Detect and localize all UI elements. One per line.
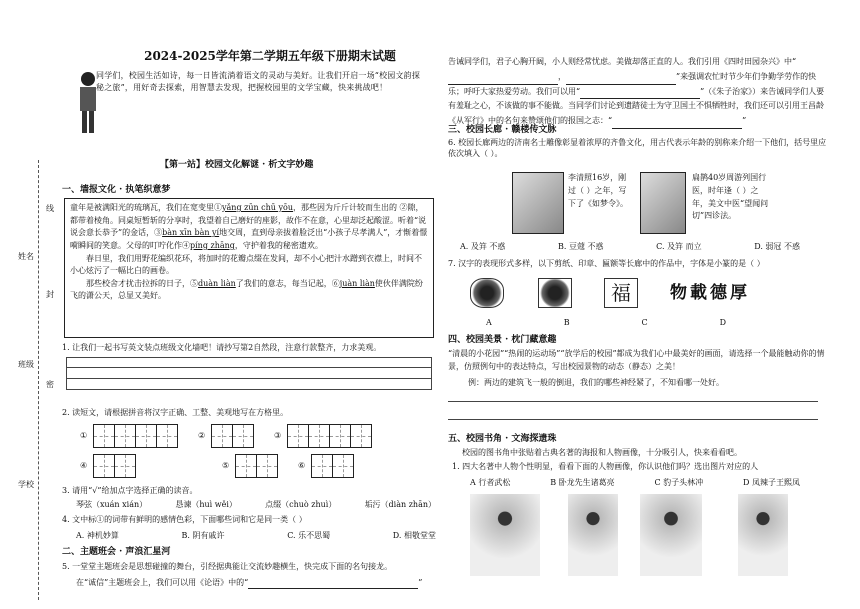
r-text: ”来强调农忙时节少年们争勤学劳作的快乐；呼吁大家热爱劳动。我们可以用“ <box>448 71 817 96</box>
passage-text: 那些校舍才扰击拉拆的日子，⑤ <box>86 278 198 288</box>
q4-options[interactable] <box>76 531 436 542</box>
section5-heading: 五、校园书角 · 文海探遗珠 <box>448 434 557 444</box>
passage-text: 童年是被满阳光的琉璃瓦，我们在宽变里① <box>70 203 222 212</box>
q4-option[interactable]: C. 乐不思蜀 <box>287 531 331 540</box>
question-4: 4. 文中标①的词带有鲜明的感情色彩，下面哪些词和它是同一类（ ） <box>62 515 307 524</box>
q7-option[interactable]: C <box>641 318 648 327</box>
q3-items[interactable] <box>76 500 436 511</box>
grid-row-2[interactable] <box>80 454 354 478</box>
li-qingzhao-portrait <box>512 172 564 234</box>
writing-lines[interactable] <box>66 357 432 390</box>
grid-row-1[interactable] <box>80 424 372 448</box>
q4-option[interactable]: D. 相敬堂堂 <box>392 531 436 540</box>
mark: ③ <box>274 430 282 440</box>
blank[interactable] <box>566 84 676 85</box>
q6-options[interactable] <box>460 242 800 253</box>
mark: ② <box>198 430 206 440</box>
q5-text: 在“诚信”主题班会上，我们可以用《论语》中的“ <box>76 578 249 587</box>
question-9: 1. 四大名著中人物个性明显，看看下面的人物画像，你认识他们吗？选出图片对应的人 <box>452 462 759 471</box>
q9-option[interactable]: D 凤辣子王熙凤 <box>743 478 800 487</box>
answer-line[interactable] <box>448 401 818 402</box>
q7-letters[interactable] <box>486 318 726 329</box>
passage-text: 地交周，直到母亲拔着脸泛出“小孩子尽孝满人”，才惭着憬嗬瞬间的笑意。父母的叮咛化作④ <box>70 228 428 250</box>
pinyin-6: juàn liàn <box>339 278 375 288</box>
q6-option[interactable]: B. 豆蔻 不惑 <box>558 242 604 251</box>
q3-option[interactable]: 点缀（chuò zhuì） <box>265 500 337 509</box>
q5-blank[interactable] <box>248 588 418 589</box>
sidebar <box>6 180 54 600</box>
passage-box <box>64 198 434 338</box>
section1-heading: 一、墙报文化 · 执笔织意梦 <box>62 185 171 195</box>
passage-text: ，那些因为斤斤计较而生出的 ② <box>292 203 408 212</box>
q9-option[interactable]: A 行者武松 <box>470 478 511 487</box>
calligraphy-text: 物載德厚 <box>670 283 750 303</box>
q3-option[interactable]: 垢污（diàn zhān） <box>364 500 436 509</box>
mark: ⑤ <box>222 460 230 470</box>
r-text: ”（《朱子治家》）来告诫同学们人要有羞耻之心，不该做的事不能做。当同学们讨论到遗踏徒士为守卫国土不惧牺牲时，我们还可以引用王昌龄《从军行》中的名句来赞颂他们的报国之志：“ <box>448 86 825 126</box>
question-5: 5. 一堂堂主题班会是思想碰撞的舞台，引经据典能让交流妙趣横生，快完成下面的名句接龙。 <box>62 562 393 571</box>
seal-mark-2: 封 <box>46 290 54 299</box>
wusong-figure <box>470 494 540 576</box>
mark: ① <box>80 430 88 440</box>
blank[interactable] <box>612 128 742 129</box>
q7-option[interactable]: D <box>719 318 726 327</box>
q3-option[interactable]: 琴弦（xuán xián） <box>76 500 148 509</box>
answer-line[interactable] <box>448 419 818 420</box>
passage-para-2: 春日里，我们用野花编织花环，将加时的花瓣点缀在发间，却不小心把汁水蹭到衣襟上，时间不小心炫污了一幅比白的画卷。 <box>70 253 422 276</box>
question-1: 1. 让我们一起书写英文装点班级文化墙吧！请抄写第2自然段，注意行款整齐，力求美观。 <box>62 343 382 352</box>
bian-que-portrait <box>640 172 686 234</box>
q6-option[interactable]: D. 弱冠 不惑 <box>754 242 800 251</box>
question-3: 3. 请用“√”给加点字选择正确的读音。 <box>62 486 198 495</box>
intro-text: 同学们，校园生活如诗，每一日皆流淌着语文的灵动与美好。让我们开启一场“校园文韵探秘之旅”，用好奇去探索，用智慧去发现，把握校园里的文学宝藏，快来挑战吧！ <box>96 71 421 93</box>
name-label: 姓名 <box>18 252 34 261</box>
papercut-image <box>470 278 504 308</box>
mark: ⑥ <box>298 460 306 470</box>
seal-mark-3: 密 <box>46 380 54 389</box>
passage-text: 使伙伴满院纷飞的潇公天，总显又美好。 <box>70 278 423 301</box>
station-title: 【第一站】校园文化解谜 · 析文字妙趣 <box>160 160 314 170</box>
section3-heading: 三、校园长廊 · 赣楼传文脉 <box>448 125 557 135</box>
blank[interactable] <box>580 98 700 99</box>
r-text: 告诫同学们，君子心胸开阔，小人则经常忧虑。美做却落正直的人。我们引用《四时田园杂兴》中“ <box>448 57 797 66</box>
q6-caption-2: 扁鹊40岁周游列国行医，时年逢（ ）之年，美文中医“望闻问切”四诊法。 <box>692 173 769 221</box>
q6-option[interactable]: A. 及笄 不惑 <box>460 242 506 251</box>
section5-intro: 校园的图书角中张贴着古典名著的海报和人物画像，十分吸引人，快来看看吧。 <box>462 448 742 457</box>
passage-text: 了我们的意志，每当记起，⑥ <box>235 278 340 288</box>
passage-text: ，守护着我的秘密遗欢。 <box>234 240 323 250</box>
wang-xifeng-figure <box>738 494 788 576</box>
plaque-image: 福 <box>604 278 638 308</box>
q7-option[interactable]: B <box>563 318 570 327</box>
section4-heading: 四、校园美景 · 枕门藏意趣 <box>448 335 557 345</box>
question-6: 6. 校园长廊两边的济南名士雕像彰显着浓厚的齐鲁文化，用古代表示年龄的别称来介绍一下他们，括号里应依次填入（ ）。 <box>448 138 827 158</box>
class-label: 班级 <box>18 360 34 369</box>
zhuge-liang-figure <box>568 494 618 576</box>
seal-image <box>538 278 572 308</box>
seal-mark-1: 线 <box>46 204 54 213</box>
pinyin-4: píng zhāng <box>190 240 235 250</box>
q9-option[interactable]: C 豹子头林冲 <box>654 478 704 487</box>
q4-option[interactable]: B. 阴有戚许 <box>181 531 225 540</box>
pinyin-3: bàn xīn bàn yí <box>162 228 220 238</box>
passage-text: 隙，都带着棱角。同桌短暂斩的分享时，我望着自己磨好的座影，故作不在意，心里却泛起酸涩。听着“说说会意长恭予”的金话，③ <box>70 203 427 238</box>
q3-option[interactable]: 恳谏（huì wěi） <box>175 500 237 509</box>
blank[interactable] <box>448 84 558 85</box>
school-label: 学校 <box>18 480 34 489</box>
question-7: 7. 汉字的表现形式多样，以下剪纸、印章、匾额等长廊中的作品中，字体是小篆的是（ ） <box>448 259 765 268</box>
q7-option[interactable]: A <box>486 318 492 327</box>
q6-option[interactable]: C. 及笄 而立 <box>656 242 702 251</box>
question-2: 2. 读短文，请根据拼音将汉字正确、工整、美观地写在方格里。 <box>62 408 289 417</box>
quote-paragraph: 告诫同学们，君子心胸开阔，小人则经常忧虑。美做却落正直的人。我们引用《四时田园杂兴》中“， ”来强调农忙时节少年们争勤学劳作的快乐；呼吁大家热爱劳动。我们可以用“ ”（《朱子治家》）来告诫同学们人要有羞耻之心，不该做的事不能做。当同学们讨论到遗踏徒士为守卫国土不惧牺牲时，我们还可以引用王昌龄《从军行》中的名句来赞颂他们的报国之志：“ ” <box>448 55 828 129</box>
q9-option[interactable]: B 卧龙先生诸葛亮 <box>550 478 615 487</box>
binding-line <box>38 160 39 600</box>
question-8: “清晨的小花园”“热闹的运动场”“放学后的校园”都成为我们心中最美好的画面，请选择一个最能触动你的情景，仿照例句中的表达特点，写出校园景物的动态（静态）之美！ <box>448 349 825 371</box>
pinyin-1: yǎng zūn chū yōu <box>222 203 293 212</box>
q6-caption-1: 李清照16岁，刚过（ ）之年，写下了《如梦令》。 <box>568 173 628 208</box>
q8-example: 例：两边的建筑飞一般的倒退，我们的哪些神经紧了，不知看哪一处好。 <box>468 378 724 387</box>
q5-line: 在“诚信”主题班会上，我们可以用《论语》中的“ ” <box>76 578 423 587</box>
section2-heading: 二、主题班会 · 声浪汇星河 <box>62 547 171 557</box>
pinyin-5: duàn liàn <box>198 278 236 288</box>
page-title: 2024-2025学年第二学期五年级下册期末试题 <box>144 49 396 63</box>
q4-option[interactable]: A. 神机妙算 <box>76 531 119 540</box>
lin-chong-figure <box>640 494 702 576</box>
q9-options[interactable] <box>470 478 800 489</box>
mark: ④ <box>80 460 88 470</box>
